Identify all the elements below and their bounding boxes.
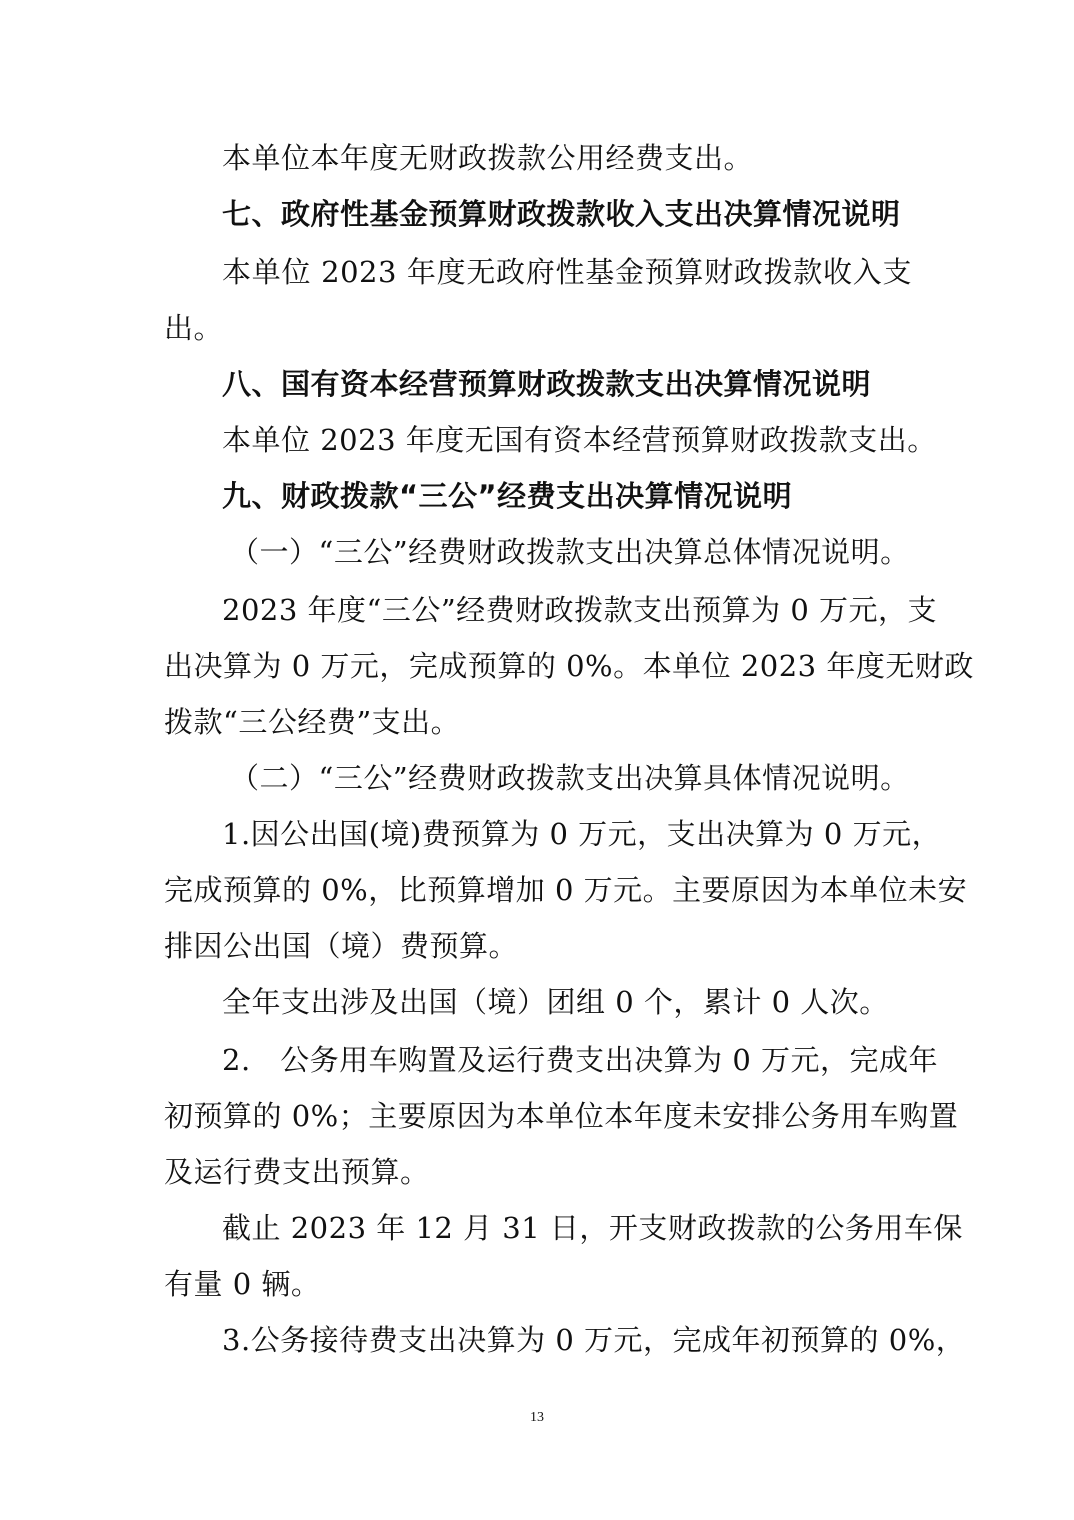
paragraph-line: 初预算的 0%；主要原因为本单位本年度未安排公务用车购置	[164, 1099, 959, 1133]
paragraph-line: 本单位 2023 年度无国有资本经营预算财政拨款支出。	[222, 423, 937, 457]
section-heading-7: 七、政府性基金预算财政拨款收入支出决算情况说明	[222, 197, 901, 231]
section-heading-8: 八、国有资本经营预算财政拨款支出决算情况说明	[222, 367, 872, 401]
paragraph-line: 2. 公务用车购置及运行费支出决算为 0 万元，完成年	[222, 1043, 939, 1077]
subsection-heading-2: （二）“三公”经费财政拨款支出决算具体情况说明。	[230, 761, 910, 795]
paragraph-line: 有量 0 辆。	[164, 1267, 321, 1301]
paragraph-line: 排因公出国（境）费预算。	[164, 929, 519, 963]
paragraph-line: 拨款“三公经费”支出。	[164, 705, 461, 739]
paragraph-line: 截止 2023 年 12 月 31 日，开支财政拨款的公务用车保	[222, 1211, 963, 1245]
paragraph-line: 全年支出涉及出国（境）团组 0 个，累计 0 人次。	[222, 985, 889, 1019]
paragraph-line: 完成预算的 0%，比预算增加 0 万元。主要原因为本单位未安	[164, 873, 968, 907]
paragraph-line: 3.公务接待费支出决算为 0 万元，完成年初预算的 0%，	[222, 1323, 966, 1357]
section-heading-9: 九、财政拨款“三公”经费支出决算情况说明	[222, 479, 793, 513]
subsection-heading-1: （一）“三公”经费财政拨款支出决算总体情况说明。	[230, 535, 910, 569]
paragraph-line: 及运行费支出预算。	[164, 1155, 430, 1189]
paragraph-line: 本单位本年度无财政拨款公用经费支出。	[222, 141, 754, 175]
paragraph-line: 出决算为 0 万元，完成预算的 0%。本单位 2023 年度无财政	[164, 649, 974, 683]
paragraph-line: 2023 年度“三公”经费财政拨款支出预算为 0 万元，支	[222, 593, 938, 627]
paragraph-line: 本单位 2023 年度无政府性基金预算财政拨款收入支	[222, 255, 912, 289]
paragraph-line: 出。	[164, 311, 224, 345]
page-number: 13	[530, 1410, 544, 1425]
paragraph-line: 1.因公出国(境)费预算为 0 万元，支出决算为 0 万元，	[222, 817, 942, 851]
